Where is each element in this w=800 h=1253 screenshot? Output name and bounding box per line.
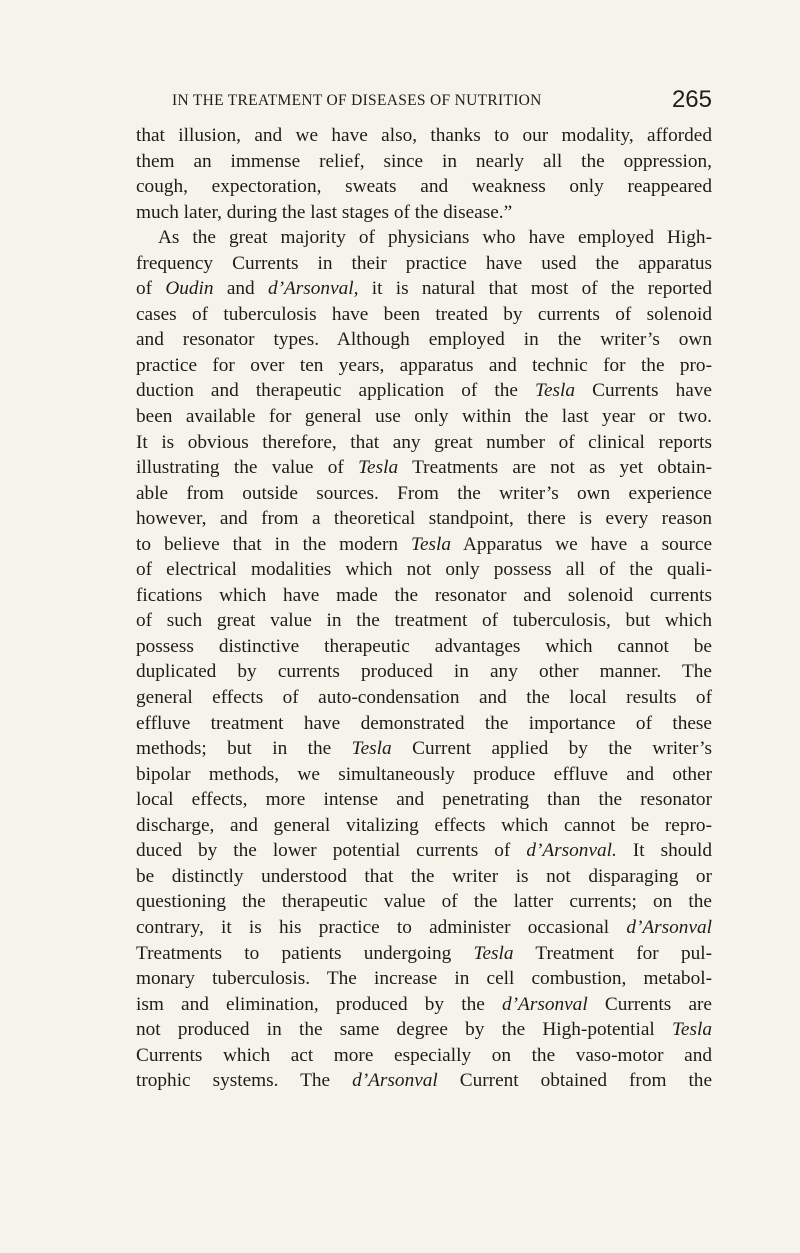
text-segment: duced by the lower potential currents of (136, 840, 527, 862)
text-segment: duplicated by currents produced in any other manner. The (136, 661, 712, 683)
italic-segment: Tesla (358, 457, 399, 479)
text-line (136, 123, 712, 149)
italic-segment: d’Arsonval (502, 993, 588, 1015)
text-line (136, 1043, 712, 1069)
running-title: IN THE TREATMENT OF DISEASES OF NUTRITION (172, 92, 542, 109)
text-line (136, 557, 712, 583)
text-line (136, 327, 712, 353)
text-segment: possess distinctive therapeutic advantages which cannot be (136, 635, 712, 657)
italic-segment: Tesla (411, 533, 452, 555)
text-line (136, 276, 712, 302)
text-segment: frequency Currents in their practice have used the apparatus (136, 252, 712, 274)
text-segment: able from outside sources. From the writer’s own experience (136, 482, 712, 504)
italic-segment: Tesla (351, 738, 392, 760)
text-segment: As the great majority of physicians who have employed High- (158, 227, 712, 249)
text-segment: been available for general use only within the last year or two. (136, 406, 712, 428)
text-segment: monary tuberculosis. The increase in cell combustion, metabol- (136, 968, 712, 990)
text-segment: local effects, more intense and penetrating than the resonator (136, 789, 712, 811)
text-segment: Currents which act more especially on the vaso-motor and (136, 1044, 712, 1066)
text-segment: questioning the therapeutic value of the latter currents; on the (136, 891, 712, 913)
text-line (136, 353, 712, 379)
text-segment: much later, during the last stages of the disease.” (136, 201, 513, 223)
text-segment: to believe that in the modern (136, 533, 412, 555)
text-segment: that illusion, and we have also, thanks to our modality, afforded (136, 125, 712, 146)
text-segment: of electrical modalities which not only possess all of the quali- (136, 559, 712, 581)
text-segment: Currents have (575, 380, 712, 402)
text-segment: effluve treatment have demonstrated the importance of these (136, 712, 712, 734)
text-segment: duction and therapeutic application of the (136, 380, 536, 402)
text-line (136, 608, 712, 634)
text-line (136, 787, 712, 813)
text-line (136, 149, 712, 175)
text-line (136, 378, 712, 404)
text-line (136, 813, 712, 839)
text-segment: ism and elimination, produced by the (136, 993, 502, 1015)
text-segment: practice for over ten years, apparatus and technic for the pro- (136, 354, 712, 376)
italic-segment: Tesla (473, 942, 514, 964)
text-segment: it is natural that most of the reported (358, 278, 712, 300)
text-segment: Current applied by the writer’s (391, 738, 713, 760)
text-line (136, 251, 712, 277)
italic-segment: Tesla (671, 1019, 712, 1041)
italic-segment: d’Arsonval, (267, 278, 359, 300)
italic-segment: d’Arsonval (352, 1070, 438, 1092)
text-line (136, 302, 712, 328)
text-segment: methods; but in the (136, 738, 352, 760)
text-segment: Current obtained from the (437, 1070, 713, 1092)
text-line (136, 455, 712, 481)
text-line (136, 532, 712, 558)
text-segment: and (213, 278, 268, 300)
text-line (136, 1017, 712, 1043)
text-line (136, 430, 712, 456)
text-segment: cough, expectoration, sweats and weakness only reappeared (136, 176, 712, 198)
text-line (136, 404, 712, 430)
text-segment: Currents are (587, 993, 712, 1015)
text-segment: them an immense relief, since in nearly all the oppression, (136, 150, 712, 172)
text-line (136, 889, 712, 915)
text-line (136, 506, 712, 532)
italic-segment: Oudin (165, 278, 214, 300)
text-segment: Treatments are not as yet obtain- (398, 457, 713, 479)
text-line (136, 966, 712, 992)
text-segment: of such great value in the treatment of tuberculosis, but which (136, 610, 712, 632)
text-segment: Apparatus we have a source (451, 533, 713, 555)
text-line (136, 915, 712, 941)
text-segment: not produced in the same degree by the High-potential (136, 1019, 672, 1041)
text-line (136, 174, 712, 200)
text-line (136, 736, 712, 762)
text-segment: contrary, it is his practice to administer occasional (136, 916, 627, 938)
body-text (136, 123, 712, 1094)
text-line (136, 225, 712, 251)
text-segment: bipolar methods, we simultaneously produce effluve and other (136, 763, 712, 785)
text-line (136, 685, 712, 711)
text-line (136, 659, 712, 685)
text-segment: trophic systems. The (136, 1070, 353, 1092)
text-line (136, 583, 712, 609)
text-line (136, 992, 712, 1018)
text-line (136, 200, 712, 226)
text-line (136, 634, 712, 660)
text-line (136, 762, 712, 788)
text-segment: It should (616, 840, 712, 862)
text-segment: Treatment for pul- (513, 942, 713, 964)
text-segment: however, and from a theoretical standpoint, there is every reason (136, 508, 712, 530)
text-segment: fications which have made the resonator and solenoid currents (136, 584, 712, 606)
page-header (172, 86, 712, 122)
text-line (136, 838, 712, 864)
italic-segment: Tesla (535, 380, 576, 402)
text-segment: discharge, and general vitalizing effects which cannot be repro- (136, 814, 712, 836)
page-number: 265 (671, 86, 712, 113)
text-segment: of (136, 278, 166, 300)
italic-segment: d’Arsonval. (526, 840, 617, 862)
text-line (136, 711, 712, 737)
text-line (136, 941, 712, 967)
text-segment: be distinctly understood that the writer is not disparaging or (136, 865, 712, 887)
text-segment: general effects of auto-condensation and the local results of (136, 687, 712, 709)
text-segment: cases of tuberculosis have been treated by currents of solenoid (136, 303, 712, 325)
text-line (136, 481, 712, 507)
text-line (136, 1068, 712, 1094)
text-segment: and resonator types. Although employed in the writer’s own (136, 329, 712, 351)
italic-segment: d’Arsonval (626, 916, 712, 938)
text-segment: Treatments to patients undergoing (136, 942, 474, 964)
text-segment: It is obvious therefore, that any great number of clinical reports (136, 431, 712, 453)
text-line (136, 864, 712, 890)
text-segment: illustrating the value of (136, 457, 359, 479)
